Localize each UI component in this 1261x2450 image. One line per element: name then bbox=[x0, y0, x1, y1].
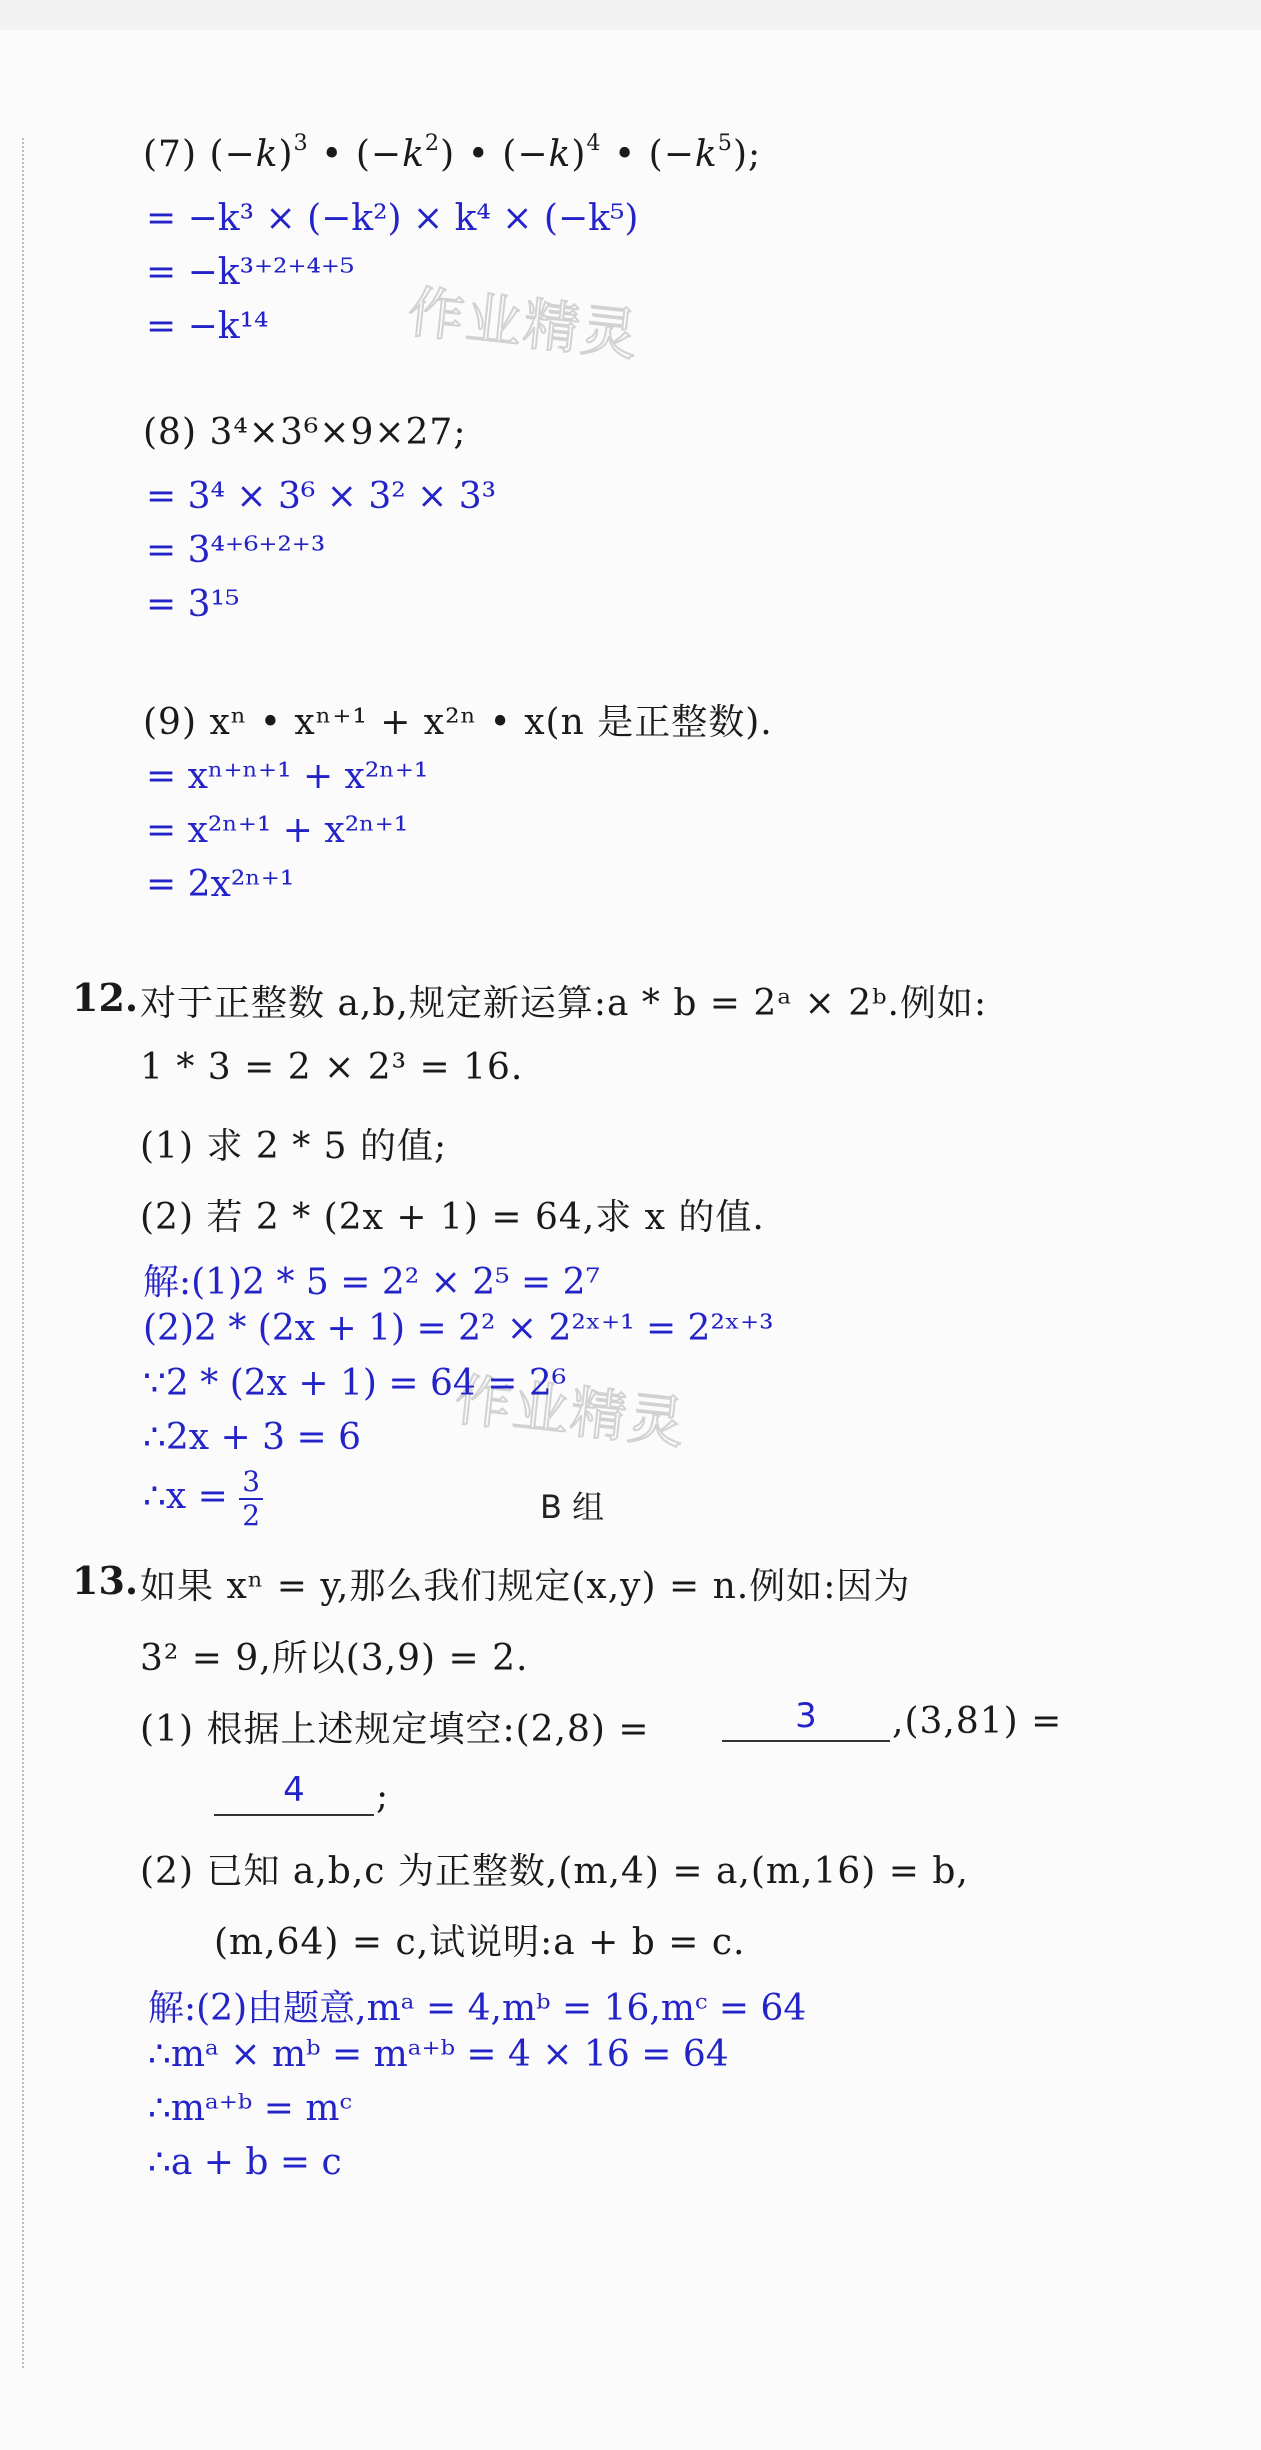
question-13-solution-line: 解:(2)由题意,mᵃ = 4,mᵇ = 16,mᶜ = 64 bbox=[148, 1988, 807, 2029]
group-b-heading: B 组 bbox=[540, 1488, 605, 1526]
problem-9-step: = x²ⁿ⁺¹ + x²ⁿ⁺¹ bbox=[146, 810, 409, 851]
question-12-example: 1 * 3 = 2 × 2³ = 16. bbox=[140, 1047, 524, 1088]
semicolon: ; bbox=[376, 1776, 390, 1817]
binding-margin-line bbox=[22, 138, 24, 2368]
question-12-solution-line: (2)2 * (2x + 1) = 2² × 2²ˣ⁺¹ = 2²ˣ⁺³ bbox=[143, 1308, 774, 1349]
watermark: 作业精灵 bbox=[451, 1368, 690, 1457]
fraction-three-halves: $\frac{3}{2}$ bbox=[239, 1468, 263, 1530]
watermark: 作业精灵 bbox=[404, 280, 643, 369]
problem-8-step: = 3⁴⁺⁶⁺²⁺³ bbox=[146, 530, 326, 571]
answer-blank-2[interactable]: 4 bbox=[214, 1768, 374, 1816]
problem-7-step: = −k³ × (−k²) × k⁴ × (−k⁵) bbox=[146, 198, 639, 239]
problem-9-step: = 2x²ⁿ⁺¹ bbox=[146, 864, 295, 905]
top-band bbox=[0, 0, 1261, 30]
question-12-part-2: (2) 若 2 * (2x + 1) = 64,求 x 的值. bbox=[140, 1197, 765, 1238]
problem-9-step: = xⁿ⁺ⁿ⁺¹ + x²ⁿ⁺¹ bbox=[146, 756, 429, 797]
answer-blank-1[interactable]: 3 bbox=[722, 1694, 890, 1742]
question-12-solution-line: 解:(1)2 * 5 = 2² × 2⁵ = 2⁷ bbox=[143, 1262, 600, 1303]
question-13-part-2-cont: (m,64) = c,试说明:a + b = c. bbox=[214, 1922, 746, 1963]
problem-8-question: (8) 3⁴×3⁶×9×27; bbox=[143, 412, 467, 453]
problem-8-step: = 3¹⁵ bbox=[146, 584, 240, 625]
question-13-example: 3² = 9,所以(3,9) = 2. bbox=[140, 1638, 529, 1679]
question-13-part-2: (2) 已知 a,b,c 为正整数,(m,4) = a,(m,16) = b, bbox=[140, 1851, 969, 1892]
question-13-solution-line: ∴mᵃ × mᵇ = mᵃ⁺ᵇ = 4 × 16 = 64 bbox=[148, 2034, 729, 2075]
question-12-solution-line: ∴2x + 3 = 6 bbox=[143, 1417, 362, 1458]
question-12-number: 12. bbox=[72, 975, 139, 1020]
problem-8-step: = 3⁴ × 3⁶ × 3² × 3³ bbox=[146, 476, 497, 517]
question-12-solution-final: ∴x = $\frac{3}{2}$ bbox=[143, 1468, 263, 1530]
problem-7-question: (7) $(-k)^3$ • $(-k^2)$ • $(-k)^4$ • $(-k^5)$; bbox=[143, 130, 762, 175]
question-12-part-1: (1) 求 2 * 5 的值; bbox=[140, 1126, 448, 1167]
problem-7-step: = −k³⁺²⁺⁴⁺⁵ bbox=[146, 252, 355, 293]
question-13-solution-line: ∴a + b = c bbox=[148, 2142, 342, 2183]
question-13-part-1-cont: ,(3,81) = bbox=[892, 1701, 1063, 1742]
problem-9-question: (9) xⁿ • xⁿ⁺¹ + x²ⁿ • x(n 是正整数). bbox=[143, 702, 773, 743]
question-12-solution-line: ∵2 * (2x + 1) = 64 = 2⁶ bbox=[143, 1363, 567, 1404]
question-13-solution-line: ∴mᵃ⁺ᵇ = mᶜ bbox=[148, 2088, 352, 2129]
question-12-stem: 对于正整数 a,b,规定新运算:a * b = 2ᵃ × 2ᵇ.例如: bbox=[140, 983, 988, 1024]
question-13-number: 13. bbox=[72, 1558, 139, 1603]
question-13-stem: 如果 xⁿ = y,那么我们规定(x,y) = n.例如:因为 bbox=[140, 1566, 911, 1607]
question-13-part-1: (1) 根据上述规定填空:(2,8) = bbox=[140, 1709, 650, 1750]
problem-7-step: = −k¹⁴ bbox=[146, 306, 269, 347]
